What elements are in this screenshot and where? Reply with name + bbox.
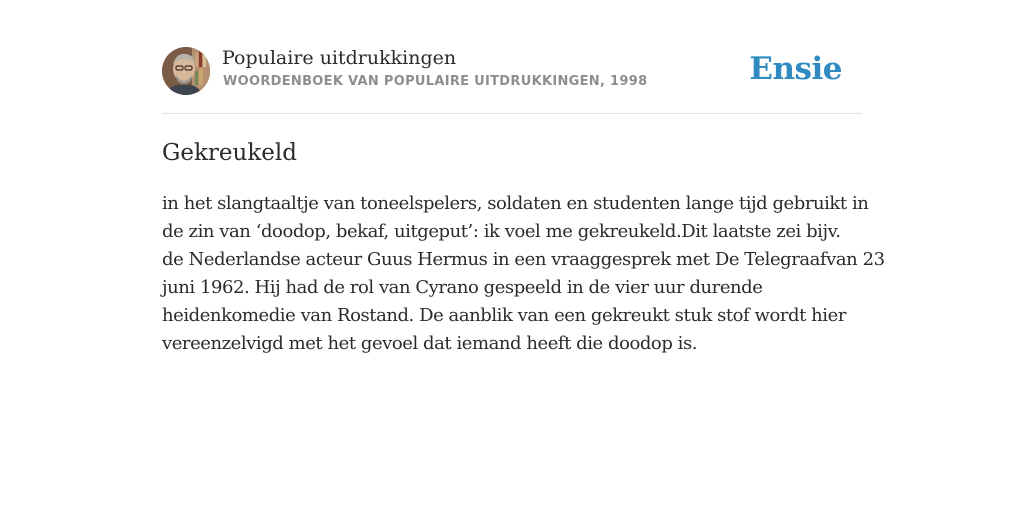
body-line: in het slangtaaltje van toneelspelers, soldaten en studenten lange tijd gebruikt in [162,193,869,214]
entry-body [162,190,885,358]
header-divider [162,113,862,114]
body-line: de Nederlandse acteur Guus Hermus in een vraaggesprek met De Telegraafvan 23 [162,249,885,270]
body-line: heidenkomedie van Rostand. De aanblik van een gekreukt stuk stof wordt hier [162,305,846,326]
body-line: juni 1962. Hij had de rol van Cyrano gespeeld in de vier uur durende [162,277,763,298]
ensie-logo[interactable]: Ensie [749,51,842,87]
avatar-image [162,47,210,95]
source-name[interactable]: Populaire uitdrukkingen [222,47,457,69]
source-subtitle: WOORDENBOEK VAN POPULAIRE UITDRUKKINGEN, 1998 [223,74,648,89]
body-line: vereenzelvigd met het gevoel dat iemand heeft die doodop is. [162,333,698,354]
author-portrait-icon[interactable] [162,47,210,95]
body-line: de zin van ‘doodop, bekaf, uitgeput’: ik voel me gekreukeld.Dit laatste zei bijv. [162,221,841,242]
entry-title: Gekreukeld [162,140,297,166]
entry-card [162,0,885,512]
source-header [162,46,862,96]
